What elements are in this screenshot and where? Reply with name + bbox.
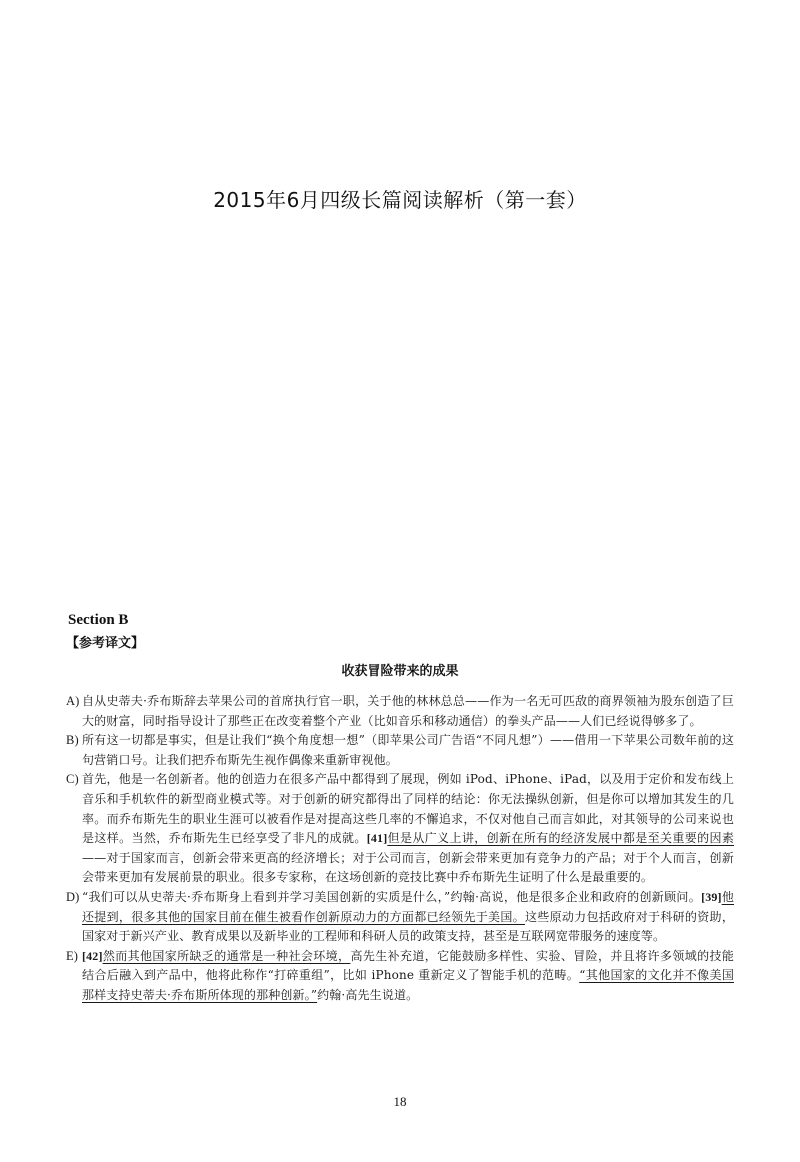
question-marker: [41]: [366, 831, 388, 846]
paragraph-list: [66, 692, 734, 1006]
paragraph-b: [66, 731, 734, 770]
paragraph-text: 这些原动力包括政府对于科研的资助，国家对于新兴产业、教育成果以及新毕业的工程师和科研人员的政策支持，甚至是互联网宽带服务的速度等。: [82, 909, 734, 944]
underlined-answer: 他还提到，很多其他的国家目前在催生被看作创新原动力的方面都已经领先于美国。: [82, 889, 734, 924]
paragraph-text: 首先，他是一名创新者。他的创造力在很多产品中都得到了展现，例如 iPod、iPhone、iPad，以及用于定价和发布线上音乐和手机软件的新型商业模式等。对于创新的研究都得出了同样的结论：你无法操纵创新，但是你可以增加其发生的几率。而乔布斯先生的职业生涯可以被看作是对提高这些几率的不懈追求，不仅对他自己而言如此，对其领导的公司来说也是这样。当然，乔布斯先生已经享受了非凡的成就。: [82, 772, 734, 846]
paragraph-d: [66, 888, 734, 947]
paragraph-text: 约翰·高先生说道。: [317, 987, 419, 1002]
paragraph-text: 所有这一切都是事实，但是让我们“换个角度想一想”（即苹果公司广告语“不同凡想”）——借用一下苹果公司数年前的这句营销口号。让我们把乔布斯先生视作偶像来重新审视他。: [82, 733, 734, 767]
question-marker: [39]: [701, 889, 722, 904]
paragraph-c: [66, 770, 734, 888]
paragraph-label: D): [66, 889, 80, 904]
paragraph-a: [66, 692, 734, 731]
article-title: 收获冒险带来的成果: [341, 664, 459, 679]
paragraph-text: “我们可以从史蒂夫·乔布斯身上看到并学习美国创新的实质是什么，”约翰·高说，他是很多企业和政府的创新顾问。: [82, 889, 702, 904]
paragraph-text: 高先生补充道，它能鼓励多样性、实验、冒险，并且将许多领域的技能结合后融入到产品中，他将此称作“打碎重组”，比如 iPhone 重新定义了智能手机的范畴。: [82, 948, 734, 983]
question-marker: [42]: [82, 948, 103, 963]
paragraph-e: [66, 947, 734, 1006]
document-title: 2015年6月四级长篇阅读解析（第一套）: [213, 188, 587, 212]
paragraph-text: 自从史蒂夫·乔布斯辞去苹果公司的首席执行官一职，关于他的林林总总——作为一名无可匹敌的商界领袖为股东创造了巨大的财富，同时指导设计了那些正在改变着整个产业（比如音乐和移动通信）的拳头产品——人们已经说得够多了。: [82, 694, 734, 728]
page-number: 18: [393, 1094, 407, 1109]
paragraph-label: C): [66, 772, 79, 787]
underlined-quote: “其他国家的文化并不像美国那样支持史蒂夫·乔布斯所体现的那种创新。”: [82, 968, 734, 1002]
paragraph-label: E): [66, 948, 79, 963]
section-heading: Section B: [68, 612, 129, 628]
underlined-answer: 但是从广义上讲，创新在所有的经济发展中都是至关重要的因素: [387, 831, 735, 846]
paragraph-label: A): [66, 694, 80, 708]
reference-translation-label: 【参考译文】: [66, 636, 145, 651]
paragraph-label: B): [66, 733, 79, 748]
paragraph-text: ——对于国家而言，创新会带来更高的经济增长；对于公司而言，创新会带来更加有竞争力的产品；对于个人而言，创新会带来更加有发展前景的职业。很多专家称，在这场创新的竞技比赛中乔布斯先生证明了什么是最重要的。: [82, 850, 734, 885]
underlined-answer: 然而其他国家所缺乏的通常是一种社会环境，: [102, 948, 351, 963]
